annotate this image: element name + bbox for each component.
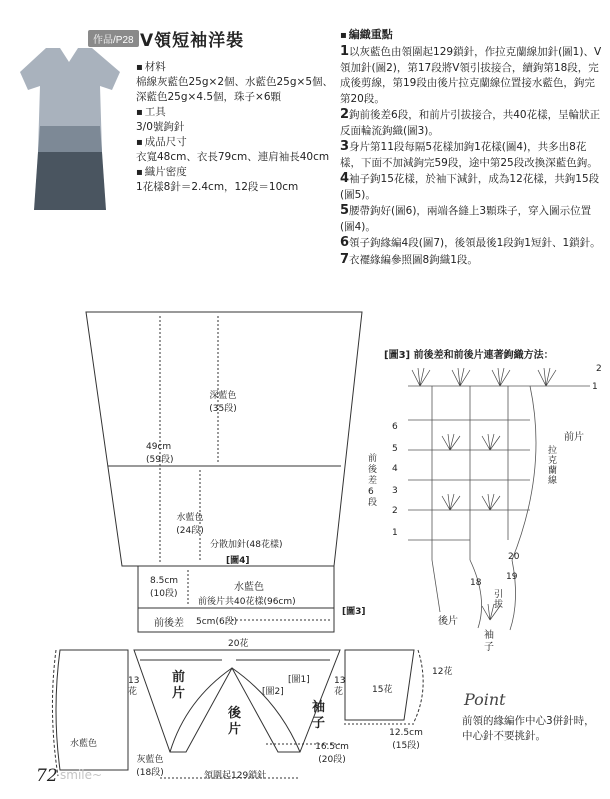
grey-blue-rows: 灰藍色 (18段) bbox=[136, 755, 164, 778]
chart3-row5: 5 bbox=[392, 444, 398, 454]
gauge-text: 1花樣8針＝2.4cm，12段＝10cm bbox=[136, 181, 299, 193]
yoke-top-count: 20花 bbox=[228, 639, 249, 649]
chart3-sleeve: 袖子 bbox=[484, 630, 494, 653]
step-5: 5腰帶鉤好(圖6)，兩端各縫上3顆珠子，穿入圖示位置(圖4)。 bbox=[340, 203, 592, 233]
dim-125: 12.5cm (15段) bbox=[389, 728, 423, 751]
size-text: 衣寬48cm、衣長79cm、連肩袖長40cm bbox=[136, 151, 330, 163]
neck-chain-label: 領圍起129鎖針 bbox=[204, 771, 267, 781]
increase-note: 分散加針(48花樣) bbox=[210, 540, 283, 550]
point-title: Point bbox=[464, 690, 506, 709]
water-blue-edge: 水藍色 bbox=[70, 739, 98, 749]
instructions-heading: ▪ 編織重點 bbox=[340, 26, 602, 42]
band-height-label: 8.5cm (10段) bbox=[150, 576, 179, 599]
page-number: 72 bbox=[36, 766, 58, 786]
band-color-label: 水藍色 bbox=[234, 582, 264, 593]
light-blue-label: 水藍色 (24段) bbox=[176, 513, 204, 536]
gauge-heading: ▪ 織片密度 bbox=[136, 165, 336, 180]
width-label: 49cm (59段) bbox=[146, 442, 174, 465]
count-12: 12花 bbox=[432, 667, 453, 677]
step-4: 4袖子鉤15花樣，於袖下減針，成為12花樣，共鉤15段(圖5)。 bbox=[340, 171, 600, 201]
tools-text: 3/0號鉤針 bbox=[136, 121, 185, 133]
crochet-fans bbox=[412, 368, 556, 620]
chart3-front: 前片 bbox=[564, 432, 584, 443]
materials-heading: ▪ 材料 bbox=[136, 60, 336, 75]
chart3-row4: 4 bbox=[392, 464, 398, 474]
chart3-row2b: 2 bbox=[392, 506, 398, 516]
step-3: 3身片第11段每隔5花樣加鉤1花樣(圖4)，共多出8花樣，下面不加減鉤完59段，途中第25段改換深藍色鉤。 bbox=[340, 139, 598, 169]
step-6: 6領子鉤緣編4段(圖7)，後領最後1段鉤1短針、1鎖針。 bbox=[340, 235, 601, 250]
front-back-diff-value: 5cm(6段) bbox=[196, 617, 238, 627]
chart3-row20: 20 bbox=[508, 552, 520, 562]
fig3-ref: [圖3] bbox=[342, 607, 366, 617]
watermark: smile~ bbox=[60, 768, 103, 782]
chart3-raglan: 拉克蘭線 bbox=[548, 446, 558, 486]
size-heading: ▪ 成品尺寸 bbox=[136, 135, 336, 150]
chart3-join: 引拔 bbox=[494, 590, 504, 610]
yoke-front: 前片 bbox=[172, 670, 186, 701]
band-note: 前後片共40花樣(96cm) bbox=[198, 597, 296, 607]
count-13b: 13花 bbox=[334, 676, 346, 697]
chart3-row6: 6 bbox=[392, 422, 398, 432]
page-title: V領短袖洋裝 bbox=[140, 31, 245, 51]
front-back-diff-label: 前後差 bbox=[154, 618, 184, 629]
chart3-row1b: 1 bbox=[392, 528, 398, 538]
chart3-row1: 1 bbox=[592, 382, 598, 392]
count-15: 15花 bbox=[372, 685, 393, 695]
chart3-row18: 18 bbox=[470, 578, 482, 588]
step-2: 2鉤前後差6段，和前片引拔接合，共40花樣，呈輪狀正反面輪流鉤織(圖3)。 bbox=[340, 107, 601, 137]
chart3-diff: 前後差6段 bbox=[368, 454, 378, 508]
dark-blue-label: 深藍色 (35段) bbox=[209, 391, 237, 414]
tools-heading: ▪ 工具 bbox=[136, 105, 336, 120]
fig1-ref: [圖1] bbox=[288, 675, 310, 685]
yoke-sleeve: 袖子 bbox=[312, 700, 326, 731]
step-7: 7衣襬緣編參照圖8鉤織1段。 bbox=[340, 251, 478, 267]
count-13a: 13花 bbox=[128, 676, 140, 697]
chart3-row19: 19 bbox=[506, 572, 518, 582]
yoke-back: 後片 bbox=[228, 706, 242, 737]
chart3-row3: 3 bbox=[392, 486, 398, 496]
dim-165: 16.5cm (20段) bbox=[315, 742, 349, 765]
chart3-title: [圖3] 前後差和前後片連著鉤織方法： bbox=[384, 350, 554, 361]
work-tag: 作品/P28 bbox=[88, 30, 139, 47]
fig4-label: [圖4] bbox=[226, 556, 250, 566]
chart3-back: 後片 bbox=[438, 616, 458, 627]
chart3-row2: 2 bbox=[596, 364, 602, 374]
step-1: 1以灰藍色由領圍起129鎖針，作拉克蘭線加針(圖1)、V領加針(圖2)，第17段將V領引拔接合，續鉤第18段，完成後剪線，第19段由後片拉克蘭線位置接水藍色，鉤完第20段。 bbox=[340, 44, 602, 105]
fig2-ref: [圖2] bbox=[262, 687, 284, 697]
point-text: 前領的緣編作中心3併針時，中心針不要挑針。 bbox=[462, 715, 595, 742]
materials-text: 棉線灰藍色25g×2個、水藍色25g×5個、深藍色25g×4.5個，珠子×6顆 bbox=[136, 76, 334, 103]
